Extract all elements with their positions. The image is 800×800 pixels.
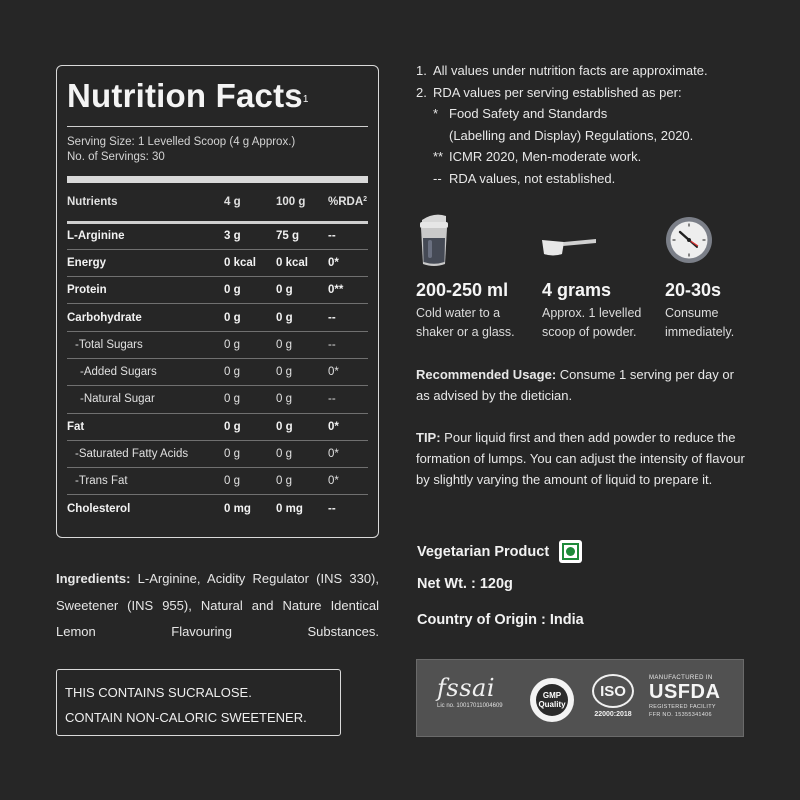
warning-line: CONTAIN NON-CALORIC SWEETENER. <box>65 710 307 725</box>
note-subitem: * Food Safety and Standards <box>433 106 608 121</box>
table-row: -Natural Sugar 0 g 0 g -- <box>67 386 368 413</box>
divider <box>67 126 368 127</box>
sweetener-warning-box <box>56 669 341 736</box>
step-amount: 20-30s <box>665 280 722 300</box>
veg-symbol-icon <box>559 540 582 563</box>
table-row: Fat 0 g 0 g 0* <box>67 413 368 440</box>
thick-divider <box>67 176 368 183</box>
note-item: 1. All values under nutrition facts are approximate. <box>416 63 708 78</box>
step-amount: 4 grams <box>542 280 612 300</box>
serving-size: Serving Size: 1 Levelled Scoop (4 g Approx.) <box>67 136 296 148</box>
footnotes <box>416 60 776 189</box>
table-row: -Trans Fat 0 g 0 g 0* <box>67 468 368 495</box>
fssai-logo: fssai Lic no. 10017011004609 <box>437 674 517 709</box>
table-row: -Added Sugars 0 g 0 g 0* <box>67 358 368 385</box>
header-nutrients: Nutrients <box>67 183 224 222</box>
table-header <box>67 183 368 222</box>
table-row: -Saturated Fatty Acids 0 g 0 g 0* <box>67 440 368 467</box>
note-subitem: ** ICMR 2020, Men-moderate work. <box>433 149 642 164</box>
scoop-icon <box>542 236 598 266</box>
usfda-logo: MANUFACTURED IN USFDA REGISTERED FACILITY FFR NO. 15355341406 <box>649 675 721 718</box>
fssai-license: Lic no. 10017011004609 <box>437 703 503 709</box>
table-row: Cholesterol 0 mg 0 mg -- <box>67 502 336 515</box>
net-weight: Net Wt. : 120g <box>417 576 513 592</box>
ingredients-text: Ingredients: L-Arginine, Acidity Regulator (INS 330), Sweetener (INS 955), Natural and Nature Identical Lemon Flavouring Substances. <box>56 571 379 639</box>
nutrition-title: Nutrition Facts$^1$ <box>67 77 309 114</box>
nutrition-table <box>67 183 368 522</box>
header-4g: 4 g <box>224 183 276 222</box>
iso-standard: 22000:2018 <box>594 711 632 718</box>
shaker-icon <box>416 210 452 268</box>
country-of-origin: Country of Origin : India <box>417 612 584 628</box>
certifications-panel <box>416 659 744 737</box>
table-row: Protein 0 g 0 g 0** <box>67 277 368 304</box>
vegetarian-product: Vegetarian Product <box>417 540 582 563</box>
header-100g: 100 g <box>276 183 328 222</box>
warning-line: THIS CONTAINS SUCRALOSE. <box>65 685 252 700</box>
preparation-tip: TIP: Pour liquid first and then add powder to reduce the formation of lumps. You can adjust the intensity of flavour by slightly varying the amount of liquid to prepare it. <box>416 430 745 487</box>
title-footnote: 1 <box>302 94 309 105</box>
recommended-usage: Recommended Usage: Consume 1 serving per day or as advised by the dietician. <box>416 367 734 403</box>
step-description: Consume immediately. <box>665 306 735 339</box>
servings-count: No. of Servings: 30 <box>67 151 165 163</box>
table-row: L-Arginine 3 g 75 g -- <box>67 222 368 249</box>
table-row: -Total Sugars 0 g 0 g -- <box>67 331 368 358</box>
clock-icon <box>665 216 713 264</box>
note-subitem: -- RDA values, not established. <box>433 170 616 186</box>
nutrition-facts-panel <box>56 65 379 538</box>
table-row: Energy 0 kcal 0 kcal 0* <box>67 249 368 276</box>
ingredients-label: Ingredients: <box>56 571 131 586</box>
step-amount: 200-250 ml <box>416 280 509 300</box>
note-item: 2. RDA values per serving established as per: <box>416 84 682 100</box>
step-description: Approx. 1 levelled scoop of powder. <box>542 306 642 339</box>
gmp-badge-icon: GMP Quality <box>530 678 574 722</box>
preparation-steps <box>416 210 776 345</box>
step-description: Cold water to a shaker or a glass. <box>416 306 515 339</box>
header-rda: %RDA$^2$ <box>328 183 368 222</box>
table-row: Carbohydrate 0 g 0 g -- <box>67 304 368 331</box>
note-subitem: (Labelling and Display) Regulations, 2020. <box>449 127 694 143</box>
iso-logo: ISO 22000:2018 <box>588 674 638 718</box>
